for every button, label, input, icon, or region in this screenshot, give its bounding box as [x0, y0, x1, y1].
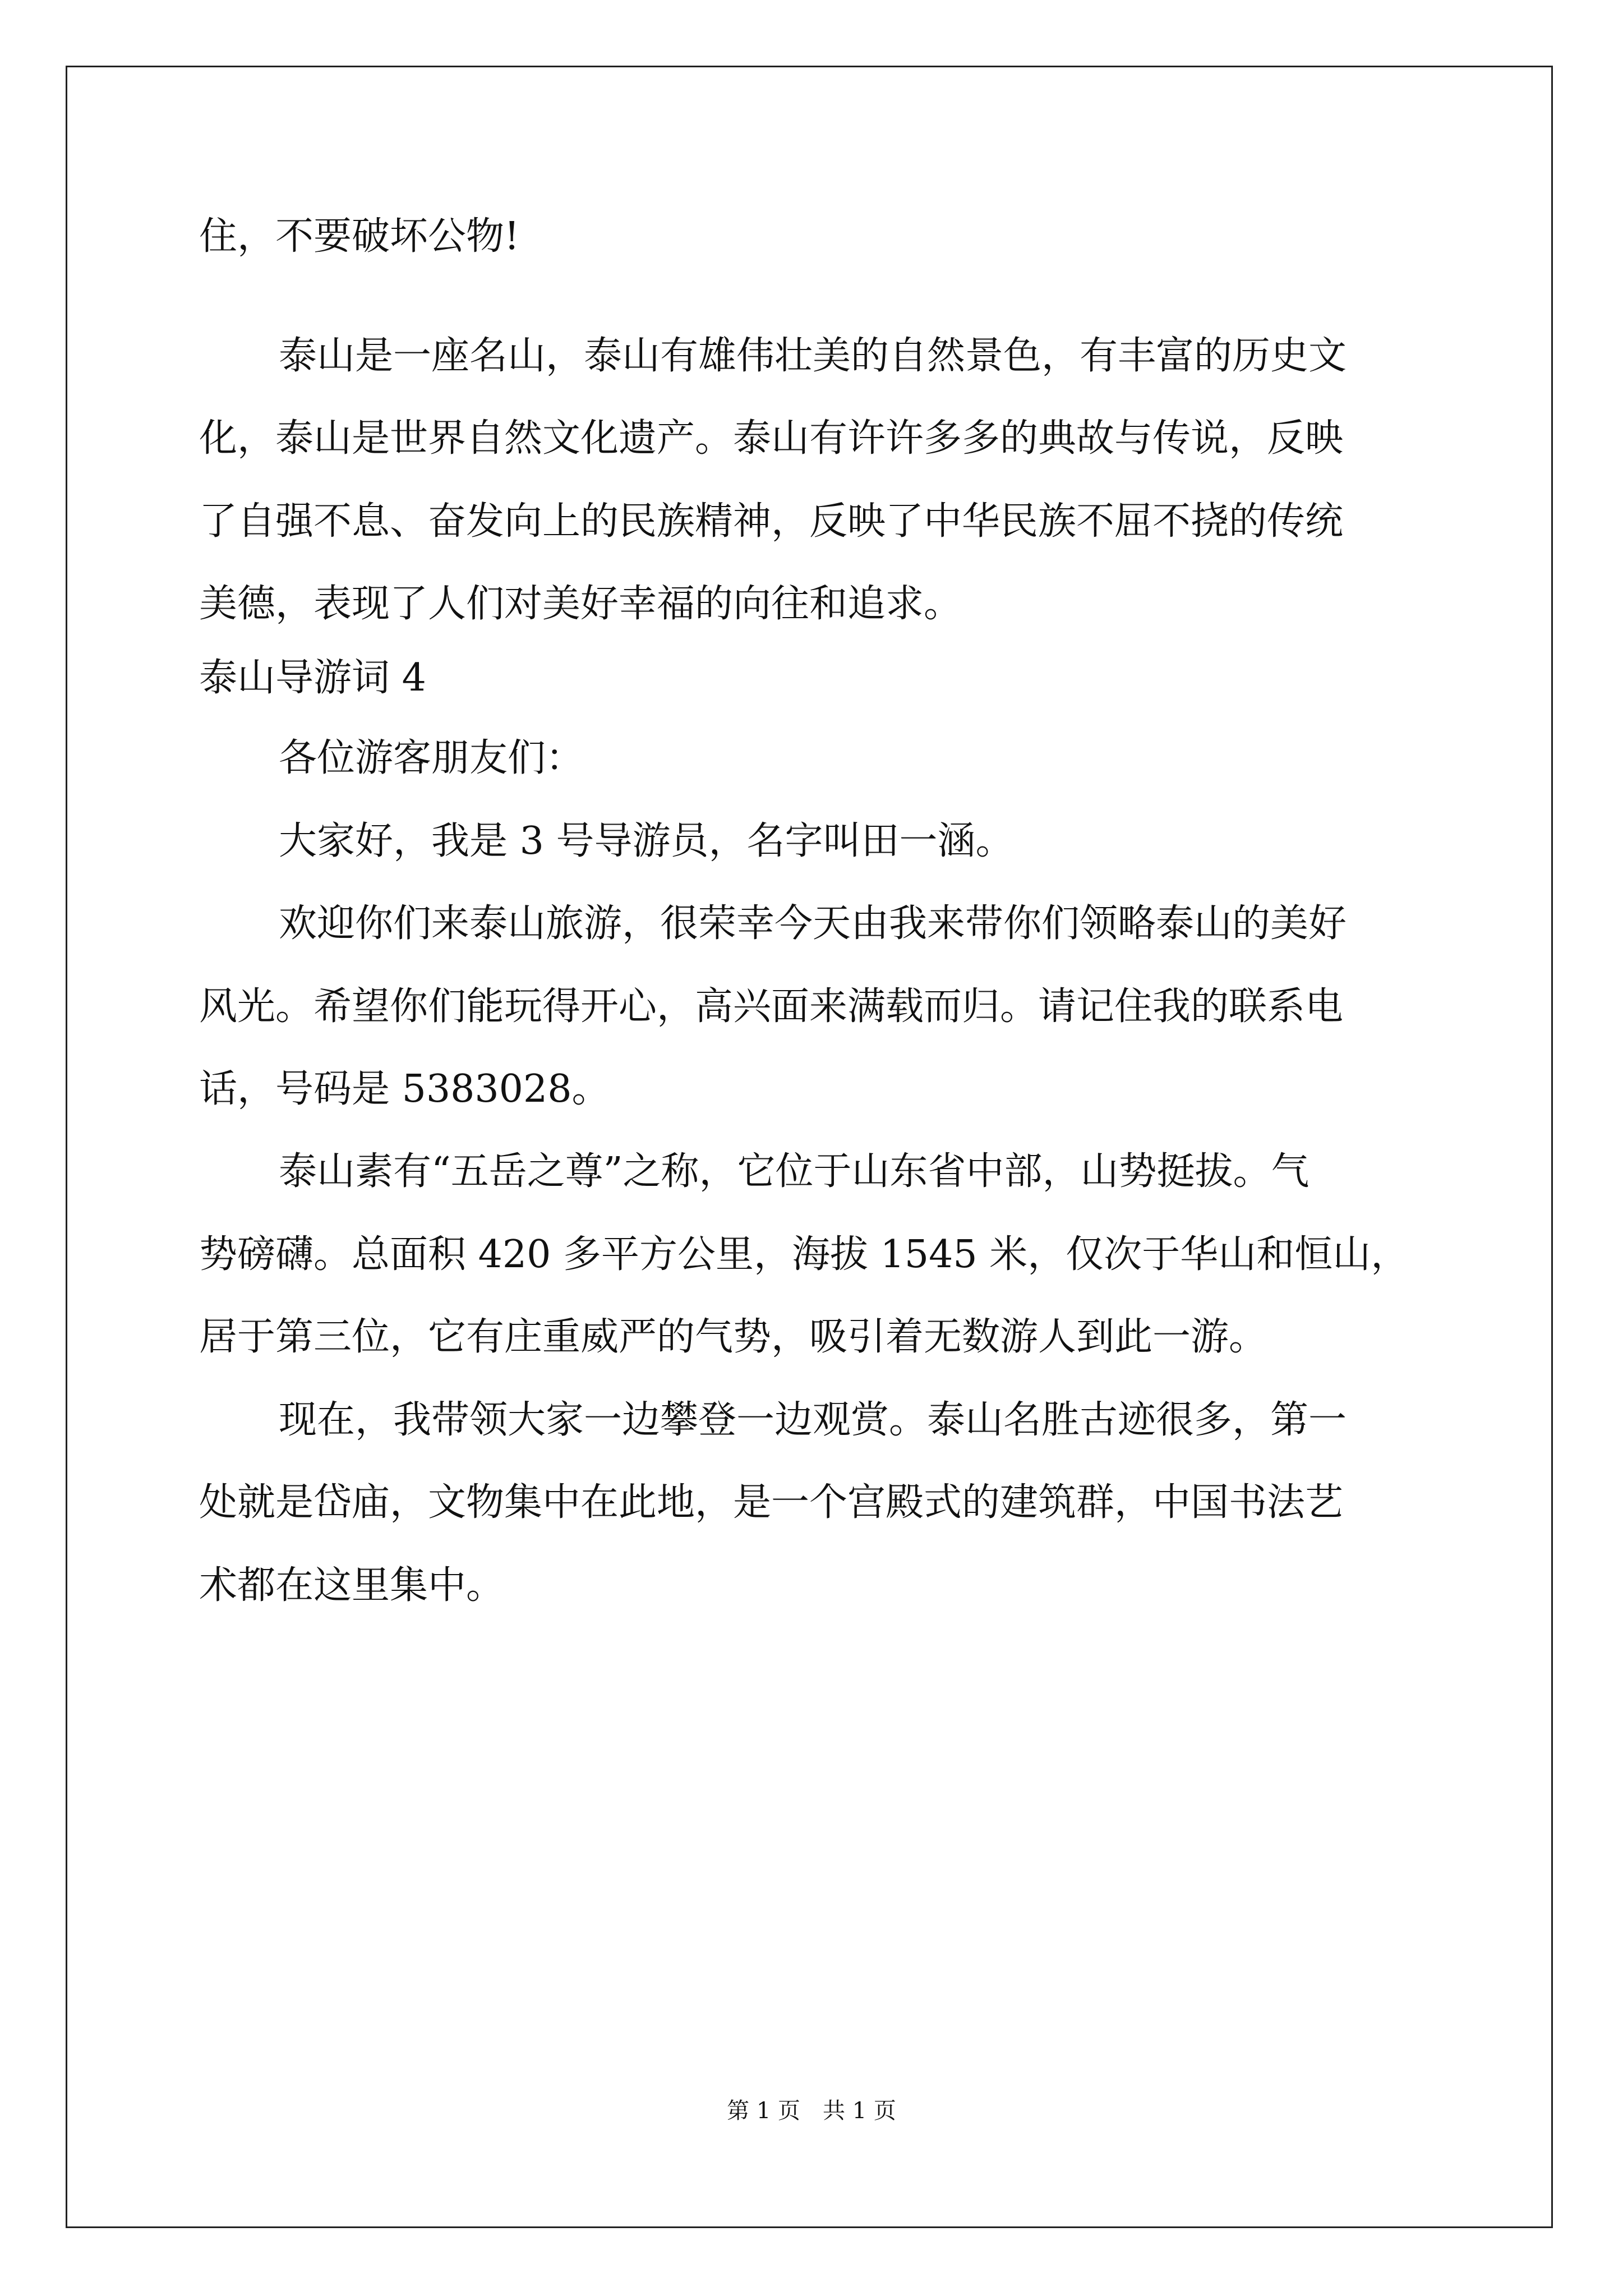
paragraph-line: 居于第三位，它有庄重威严的气势，吸引着无数游人到此一游。 [199, 1315, 1267, 1359]
greeting-line: 各位游客朋友们： [279, 736, 584, 780]
page-footer: 第 1 页 共 1 页 [727, 2098, 896, 2124]
page-border [66, 66, 1553, 2228]
paragraph-line: 术都在这里集中。 [199, 1563, 505, 1608]
paragraph-line: 泰山素有“五岳之尊”之称，它位于山东省中部，山势挺拔。气 [279, 1149, 1310, 1194]
paragraph-line: 化，泰山是世界自然文化遗产。泰山有许许多多的典故与传说，反映 [199, 416, 1344, 461]
paragraph-line: 大家好，我是 3 号导游员，名字叫田一涵。 [279, 819, 1014, 863]
paragraph-line: 处就是岱庙，文物集中在此地，是一个宫殿式的建筑群，中国书法艺 [199, 1480, 1344, 1525]
section-heading: 泰山导游词 4 [199, 656, 426, 700]
paragraph-line: 势磅礴。总面积 420 多平方公里，海拔 1545 米，仅次于华山和恒山， [199, 1232, 1409, 1277]
paragraph-line: 话，号码是 5383028。 [199, 1067, 610, 1111]
paragraph-line: 泰山是一座名山，泰山有雄伟壮美的自然景色，有丰富的历史文 [279, 334, 1347, 378]
paragraph-line: 现在，我带领大家一边攀登一边观赏。泰山名胜古迹很多，第一 [279, 1398, 1347, 1442]
text-line-continuation: 住，不要破坏公物! [199, 214, 520, 259]
paragraph-line: 欢迎你们来泰山旅游，很荣幸今天由我来带你们领略泰山的美好 [279, 901, 1347, 946]
paragraph-line: 风光。希望你们能玩得开心，高兴面来满载而归。请记住我的联系电 [199, 984, 1344, 1029]
paragraph-line: 了自强不息、奋发向上的民族精神，反映了中华民族不屈不挠的传统 [199, 499, 1344, 544]
paragraph-line: 美德，表现了人们对美好幸福的向往和追求。 [199, 582, 962, 626]
